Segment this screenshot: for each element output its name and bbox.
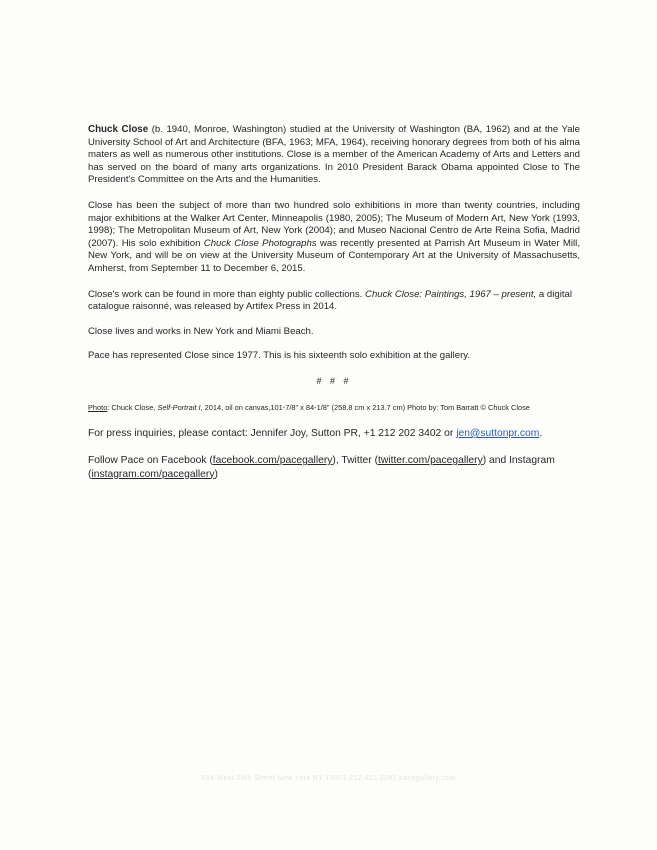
catalogue-title: Chuck Close: Paintings, 1967 – present, bbox=[365, 288, 537, 300]
exhibitions-text-after: was recently presented at Parrish Art Museum in Water Mill, New York, and will be on view at the University Museum of Contemporary Art at the University of Massachusetts, Amherst, from September 11 to December 6, 2015. bbox=[88, 237, 580, 274]
facebook-link[interactable]: facebook.com/pacegallery bbox=[212, 454, 333, 466]
collections-text-before: Close's work can be found in more than eighty public collections. bbox=[88, 288, 363, 300]
instagram-text: ) and Instagram ( bbox=[88, 454, 555, 480]
section-separator: # # # bbox=[316, 375, 352, 386]
caption-artist: : Chuck Close, bbox=[107, 402, 156, 412]
collections-text-after: a digital catalogue raisonné, was released by Artifex Press in 2014. bbox=[88, 288, 572, 313]
collections-paragraph bbox=[88, 289, 580, 314]
photo-caption bbox=[88, 402, 580, 413]
press-end: . bbox=[539, 427, 543, 439]
artist-name: Chuck Close bbox=[88, 124, 149, 135]
press-contact bbox=[88, 427, 580, 441]
caption-title: Self-Portrait I bbox=[157, 402, 201, 412]
press-release-body bbox=[88, 124, 580, 481]
representation-paragraph: Pace has represented Close since 1977. This is his sixteenth solo exhibition at the gallery. bbox=[88, 350, 471, 362]
exhibition-title: Chuck Close Photographs bbox=[203, 237, 317, 249]
residence-paragraph: Close lives and works in New York and Miami Beach. bbox=[88, 325, 314, 337]
instagram-link[interactable]: instagram.com/pacegallery bbox=[91, 468, 215, 480]
bio-text: (b. 1940, Monroe, Washington) studied at the University of Washington (BA, 1962) and at the Yale University School of Art and Architecture (BFA, 1963; MFA, 1964), receiving honorary degrees from both of his alma maters as well as numerous other institutions. Close is a member of the American Academy of Arts and Letters and has served on the board of many arts organizations. In 2010 President Barack Obama appointed Close to The President's Committee on the Arts and the Humanities. bbox=[88, 124, 580, 186]
page-footer: 534 West 25th Street New York NY 10001 212.421.3292 pacegallery.com bbox=[201, 775, 456, 782]
exhibitions-text-before: Close has been the subject of more than two hundred solo exhibitions in more than twenty countries, including major exhibitions at the Walker Art Center, Minneapolis (1980, 2005); The Museum of Modern Art, New York (1993, 1998); The Metropolitan Museum of Art, New York (2004); and Museo Nacional Centro de Arte Reina Sofia, Madrid (2007). His solo exhibition bbox=[88, 199, 580, 249]
twitter-text: ), Twitter ( bbox=[332, 454, 378, 466]
social-follow bbox=[88, 454, 580, 481]
press-contact-text: Jennifer Joy, Sutton PR, +1 212 202 3402 or bbox=[250, 427, 454, 439]
facebook-text: Follow Pace on Facebook ( bbox=[88, 454, 213, 466]
press-email-link[interactable]: jen@suttonpr.com bbox=[456, 427, 540, 439]
social-close: ) bbox=[214, 468, 218, 480]
press-lead: For press inquiries, please contact: bbox=[88, 427, 248, 439]
twitter-link[interactable]: twitter.com/pacegallery bbox=[378, 454, 483, 466]
exhibitions-paragraph bbox=[88, 200, 580, 276]
caption-label: Photo bbox=[88, 402, 108, 412]
bio-paragraph bbox=[88, 124, 580, 187]
caption-details: , 2014, oil on canvas,101-7/8" x 84-1/8" (258.8 cm x 213.7 cm) Photo by: Tom Barratt © Chuck Close bbox=[200, 402, 530, 412]
